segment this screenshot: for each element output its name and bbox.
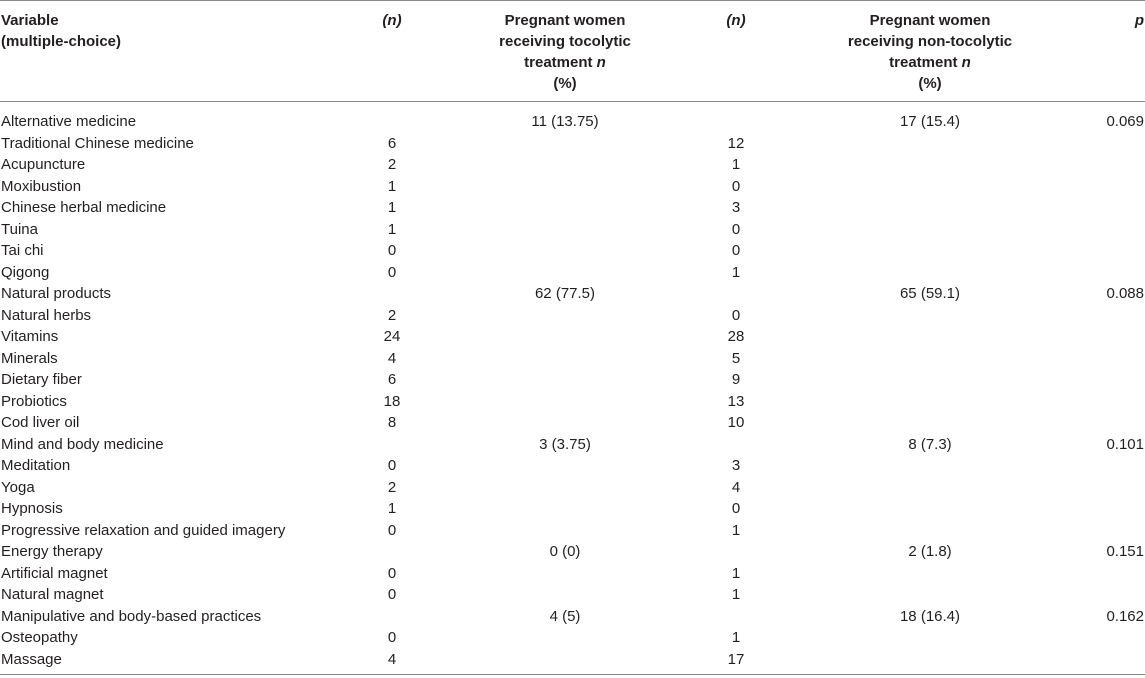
row-label: Natural magnet	[1, 586, 104, 603]
row-n-tocolytic: 24	[383, 328, 401, 345]
table-body	[0, 111, 1145, 670]
table-row	[0, 563, 1145, 585]
table-row	[0, 240, 1145, 262]
header-tocolytic-line3-text: treatment	[524, 54, 593, 71]
row-nontocolytic: 8 (7.3)	[908, 435, 952, 453]
table-bottom-rule	[0, 674, 1145, 675]
header-n-tocolytic	[370, 10, 414, 31]
row-label: Moxibustion	[1, 177, 82, 195]
header-variable-line2: (multiple-choice)	[1, 33, 122, 50]
header-nontocolytic-line3-text: treatment	[889, 54, 958, 71]
row-n-tocolytic: 0	[387, 586, 397, 603]
row-n-tocolytic: 6	[387, 371, 397, 388]
table-row	[0, 627, 1145, 649]
row-n-tocolytic: 1	[387, 177, 397, 195]
header-tocolytic-line1: Pregnant women	[504, 12, 626, 29]
row-n-nontocolytic: 3	[731, 199, 741, 216]
row-n-tocolytic: 4	[387, 650, 397, 668]
row-n-tocolytic: 0	[387, 457, 397, 474]
row-n-nontocolytic: 0	[731, 500, 741, 517]
row-n-nontocolytic: 17	[727, 650, 745, 668]
row-label: Massage	[1, 650, 62, 668]
row-label: Tuina	[1, 220, 38, 238]
table-row	[0, 369, 1145, 391]
row-n-nontocolytic: 0	[731, 220, 741, 238]
row-n-nontocolytic: 28	[727, 328, 745, 345]
row-n-tocolytic: 8	[387, 414, 397, 431]
row-n-tocolytic: 0	[387, 521, 397, 539]
row-n-tocolytic: 6	[387, 134, 397, 152]
header-n-tocolytic-label: (n)	[382, 12, 402, 29]
row-n-nontocolytic: 5	[731, 349, 741, 367]
header-p-value	[1100, 10, 1144, 31]
row-label: Progressive relaxation and guided imagery	[1, 521, 286, 539]
table-row	[0, 498, 1145, 520]
row-n-tocolytic: 0	[387, 629, 397, 646]
row-label: Natural herbs	[1, 306, 92, 324]
row-n-tocolytic: 18	[383, 392, 401, 410]
header-nontocolytic	[830, 10, 1030, 94]
table-row	[0, 262, 1145, 284]
row-n-nontocolytic: 0	[731, 177, 741, 195]
row-label: Energy therapy	[1, 543, 103, 560]
table-row	[0, 154, 1145, 176]
row-p-value: 0.088	[1106, 285, 1144, 302]
table-row	[0, 176, 1145, 198]
row-label: Natural products	[1, 285, 112, 302]
table-row	[0, 412, 1145, 434]
row-n-nontocolytic: 1	[731, 263, 741, 281]
header-tocolytic-line3-n: n	[596, 54, 606, 71]
header-tocolytic-line2: receiving tocolytic	[499, 33, 631, 50]
row-label: Acupuncture	[1, 156, 86, 173]
table-row	[0, 283, 1145, 305]
row-nontocolytic: 2 (1.8)	[908, 543, 952, 560]
row-tocolytic: 3 (3.75)	[539, 435, 591, 453]
row-n-tocolytic: 0	[387, 263, 397, 281]
row-n-nontocolytic: 9	[731, 371, 741, 388]
row-n-tocolytic: 1	[387, 220, 397, 238]
row-label: Tai chi	[1, 242, 44, 259]
row-n-nontocolytic: 1	[731, 586, 741, 603]
header-nontocolytic-line3-n: n	[961, 54, 971, 71]
row-n-nontocolytic: 1	[731, 156, 741, 173]
table-row	[0, 305, 1145, 327]
header-n-nontocolytic	[714, 10, 758, 31]
row-n-nontocolytic: 0	[731, 306, 741, 324]
row-n-nontocolytic: 13	[727, 392, 745, 410]
row-nontocolytic: 17 (15.4)	[899, 113, 961, 130]
header-tocolytic-line3	[470, 52, 660, 73]
row-n-nontocolytic: 1	[731, 564, 741, 582]
table-row	[0, 606, 1145, 628]
row-n-tocolytic: 2	[387, 156, 397, 173]
header-variable-line1: Variable	[1, 12, 59, 29]
row-tocolytic: 62 (77.5)	[534, 285, 596, 302]
row-label: Osteopathy	[1, 629, 78, 646]
row-label: Manipulative and body-based practices	[1, 607, 262, 625]
row-n-nontocolytic: 12	[727, 134, 745, 152]
row-n-nontocolytic: 0	[731, 242, 741, 259]
header-nontocolytic-line1: Pregnant women	[869, 12, 991, 29]
row-label: Artificial magnet	[1, 564, 108, 582]
row-n-nontocolytic: 3	[731, 457, 741, 474]
row-label: Cod liver oil	[1, 414, 80, 431]
row-nontocolytic: 65 (59.1)	[899, 285, 961, 302]
row-label: Minerals	[1, 349, 58, 367]
header-p-label: p	[1134, 12, 1144, 29]
header-nontocolytic-line4: (%)	[918, 75, 942, 92]
row-tocolytic: 4 (5)	[549, 607, 581, 625]
row-tocolytic: 11 (13.75)	[531, 113, 599, 130]
row-tocolytic: 0 (0)	[549, 543, 581, 560]
table-row	[0, 649, 1145, 671]
table-row	[0, 111, 1145, 133]
row-p-value: 0.151	[1106, 543, 1144, 560]
table-row	[0, 541, 1145, 563]
table-row	[0, 391, 1145, 413]
header-tocolytic-line4: (%)	[553, 75, 577, 92]
row-label: Qigong	[1, 263, 50, 281]
row-nontocolytic: 18 (16.4)	[899, 607, 961, 625]
header-tocolytic	[470, 10, 660, 94]
row-n-nontocolytic: 1	[731, 629, 741, 646]
table-row	[0, 455, 1145, 477]
row-label: Hypnosis	[1, 500, 63, 517]
table-row	[0, 133, 1145, 155]
table-row	[0, 584, 1145, 606]
row-p-value: 0.069	[1106, 113, 1144, 130]
row-n-tocolytic: 0	[387, 242, 397, 259]
row-n-tocolytic: 1	[387, 500, 397, 517]
row-label: Meditation	[1, 457, 71, 474]
table-row	[0, 520, 1145, 542]
header-n-nontocolytic-label: (n)	[726, 12, 746, 29]
row-n-tocolytic: 0	[387, 564, 397, 582]
row-label: Traditional Chinese medicine	[1, 134, 194, 152]
row-p-value: 0.162	[1106, 607, 1144, 625]
table-row	[0, 197, 1145, 219]
row-label: Mind and body medicine	[1, 435, 164, 453]
row-n-tocolytic: 1	[387, 199, 397, 216]
row-n-nontocolytic: 4	[731, 478, 741, 496]
row-label: Alternative medicine	[1, 113, 137, 130]
row-label: Probiotics	[1, 392, 67, 410]
table-row	[0, 348, 1145, 370]
table-row	[0, 219, 1145, 241]
row-n-nontocolytic: 1	[731, 521, 741, 539]
row-p-value: 0.101	[1106, 435, 1144, 453]
header-nontocolytic-line2: receiving non-tocolytic	[847, 33, 1013, 50]
header-nontocolytic-line3	[830, 52, 1030, 73]
row-label: Dietary fiber	[1, 371, 82, 388]
table-header	[0, 0, 1145, 102]
table-row	[0, 326, 1145, 348]
header-variable	[1, 10, 241, 52]
row-n-tocolytic: 2	[387, 306, 397, 324]
row-n-tocolytic: 4	[387, 349, 397, 367]
row-label: Yoga	[1, 478, 35, 496]
row-n-nontocolytic: 10	[727, 414, 745, 431]
row-n-tocolytic: 2	[387, 478, 397, 496]
table-row	[0, 434, 1145, 456]
row-label: Vitamins	[1, 328, 59, 345]
table-row	[0, 477, 1145, 499]
row-label: Chinese herbal medicine	[1, 199, 167, 216]
